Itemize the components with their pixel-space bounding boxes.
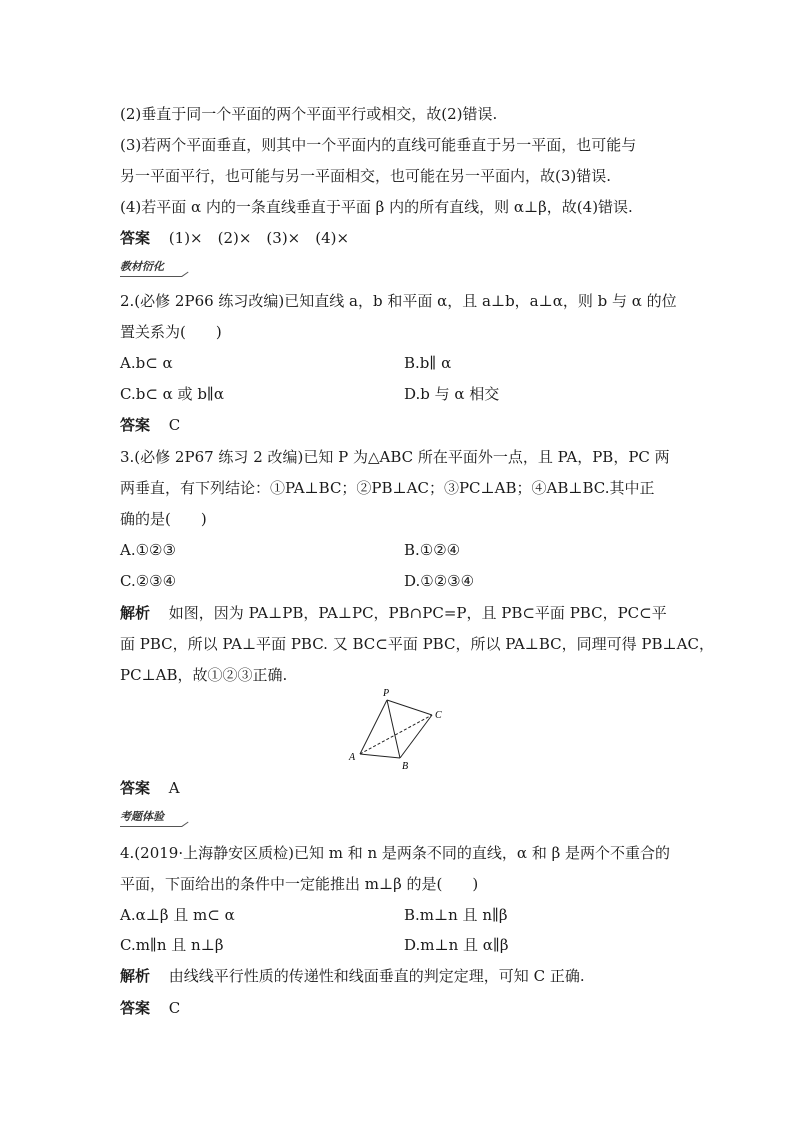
edge-bc	[400, 715, 432, 758]
label-c: C	[435, 710, 442, 721]
q2-option-c: C.b⊂ α 或 b∥α	[120, 385, 224, 403]
label-p: P	[383, 688, 390, 699]
q3-option-c: C.②③④	[120, 572, 177, 590]
q3-stem-c: 确的是( )	[120, 510, 207, 528]
q2-stem-a: 2.(必修 2P66 练习改编)已知直线 a，b 和平面 α，且 a⊥b，a⊥α，则 b 与 α 的位	[120, 292, 677, 310]
analysis-label: 解析	[120, 967, 151, 985]
q1-answer	[120, 228, 349, 248]
answer-label: 答案	[120, 999, 151, 1017]
label-b: B	[402, 761, 409, 772]
edge-pc	[387, 700, 432, 715]
answer-value: C	[168, 416, 181, 434]
analysis-label: 解析	[120, 604, 151, 622]
q3-option-b: B.①②④	[404, 541, 461, 559]
analysis-text: 如图，因为 PA⊥PB，PA⊥PC，PB∩PC=P，且 PB⊂平面 PBC，PC⊂平	[168, 604, 667, 622]
section-tag-textbook: 教材衍化	[120, 260, 164, 273]
q2-option-b: B.b∥ α	[404, 354, 452, 372]
q3-stem-b: 两垂直，有下列结论：①PA⊥BC；②PB⊥AC；③PC⊥AB；④AB⊥BC.其中正	[120, 479, 655, 497]
q3-analysis-b: 面 PBC，所以 PA⊥平面 PBC. 又 BC⊂平面 PBC，所以 PA⊥BC，同理可得 PB⊥AC，	[120, 635, 714, 653]
q4-option-d: D.m⊥n 且 α∥β	[404, 936, 509, 954]
answer-value: C	[168, 999, 181, 1017]
answer-label: 答案	[120, 779, 151, 797]
q4-stem-b: 平面，下面给出的条件中一定能推出 m⊥β 的是( )	[120, 875, 479, 893]
q4-answer	[120, 998, 180, 1018]
label-a: A	[349, 752, 356, 763]
q2-option-a: A.b⊂ α	[120, 354, 173, 372]
q4-analysis	[120, 966, 585, 986]
q4-option-b: B.m⊥n 且 n∥β	[404, 906, 508, 924]
edge-pa	[360, 700, 387, 754]
q1-explanation-3b: 另一平面平行，也可能与另一平面相交，也可能在另一平面内，故(3)错误.	[120, 167, 612, 185]
q1-explanation-2: (2)垂直于同一个平面的两个平面平行或相交，故(2)错误.	[120, 105, 498, 123]
section-tag-tick	[181, 822, 188, 827]
q2-option-d: D.b 与 α 相交	[404, 385, 500, 403]
q1-explanation-3a: (3)若两个平面垂直，则其中一个平面内的直线可能垂直于另一平面，也可能与	[120, 136, 637, 154]
q3-answer	[120, 778, 180, 798]
q3-option-d: D.①②③④	[404, 572, 475, 590]
q4-option-a: A.α⊥β 且 m⊂ α	[120, 906, 235, 924]
q3-stem-a: 3.(必修 2P67 练习 2 改编)已知 P 为△ABC 所在平面外一点，且 PA，PB，PC 两	[120, 448, 670, 466]
edge-ac-hidden	[360, 715, 432, 754]
answer-label: 答案	[120, 229, 151, 247]
answer-value: (1)× (2)× (3)× (4)×	[168, 229, 350, 247]
section-tag-underline	[120, 826, 182, 827]
section-tag-exam: 考题体验	[120, 810, 164, 823]
q3-option-a: A.①②③	[120, 541, 176, 559]
analysis-text: 由线线平行性质的传递性和线面垂直的判定定理，可知 C 正确.	[168, 967, 585, 985]
q4-stem-a: 4.(2019·上海静安区质检)已知 m 和 n 是两条不同的直线，α 和 β 是两个不重合的	[120, 844, 671, 862]
q1-explanation-4: (4)若平面 α 内的一条直线垂直于平面 β 内的所有直线，则 α⊥β，故(4)错误.	[120, 198, 633, 216]
section-tag-tick	[181, 272, 188, 277]
answer-label: 答案	[120, 416, 151, 434]
q2-stem-b: 置关系为( )	[120, 323, 222, 341]
q3-analysis-a	[120, 603, 667, 623]
tetrahedron-figure	[340, 684, 455, 774]
q3-analysis-c: PC⊥AB，故①②③正确.	[120, 666, 288, 684]
edge-ab	[360, 754, 400, 758]
edge-pb	[387, 700, 400, 758]
section-tag-underline	[120, 276, 182, 277]
q2-answer	[120, 415, 180, 435]
q4-option-c: C.m∥n 且 n⊥β	[120, 936, 224, 954]
answer-value: A	[168, 779, 180, 797]
